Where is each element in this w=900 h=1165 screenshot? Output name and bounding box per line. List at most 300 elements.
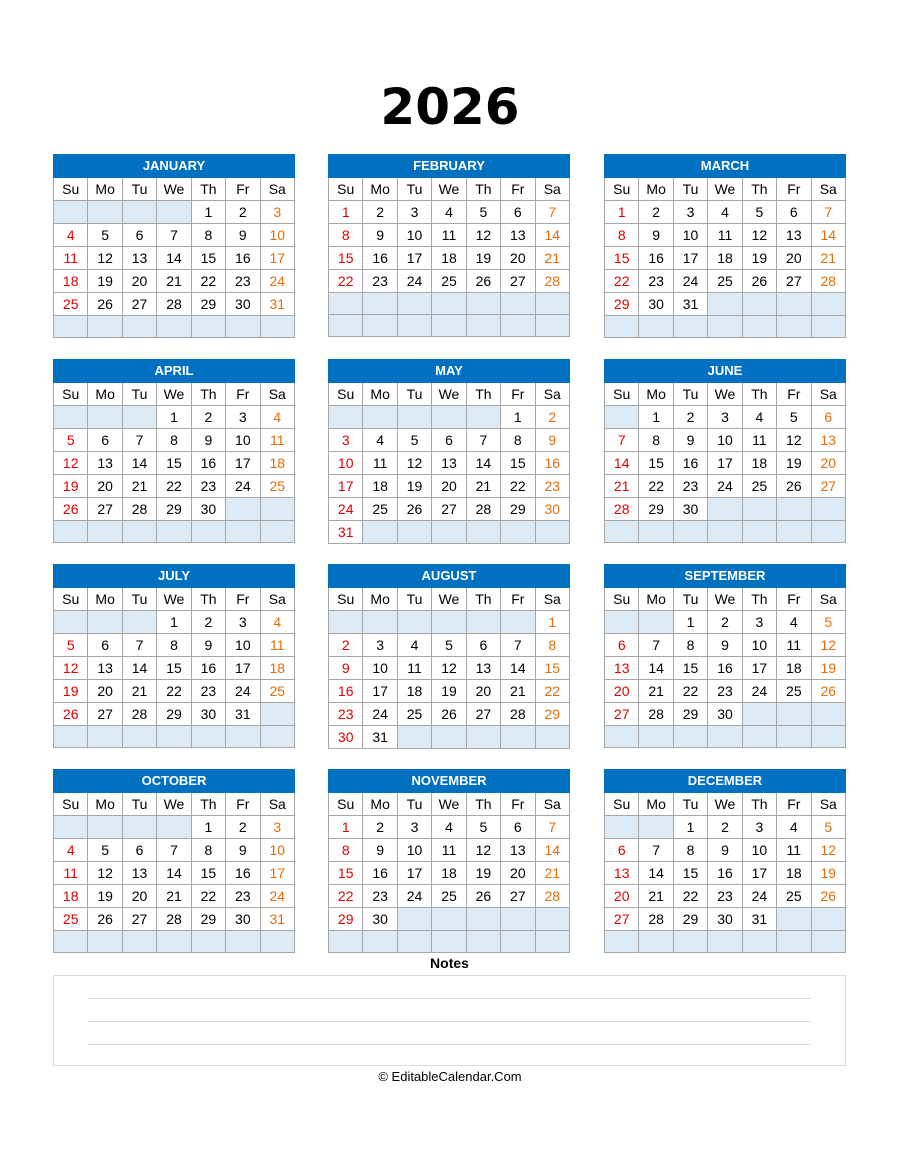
day-cell[interactable]: 19 [432, 680, 466, 703]
day-cell[interactable]: 21 [605, 475, 639, 498]
day-cell[interactable]: 24 [708, 475, 742, 498]
day-cell[interactable]: 24 [673, 270, 707, 293]
day-cell[interactable]: 19 [777, 452, 811, 475]
day-cell[interactable]: 4 [708, 201, 742, 224]
day-cell[interactable]: 23 [708, 680, 742, 703]
day-cell[interactable]: 18 [432, 862, 466, 885]
day-cell[interactable]: 27 [501, 885, 535, 908]
day-cell[interactable]: 10 [708, 429, 742, 452]
day-cell[interactable]: 17 [363, 680, 397, 703]
day-cell[interactable]: 19 [54, 680, 88, 703]
day-cell[interactable]: 16 [363, 862, 397, 885]
day-cell[interactable]: 25 [260, 680, 294, 703]
day-cell[interactable]: 3 [397, 816, 431, 839]
day-cell[interactable]: 29 [673, 908, 707, 931]
day-cell[interactable]: 24 [742, 680, 776, 703]
day-cell[interactable]: 15 [673, 657, 707, 680]
day-cell[interactable]: 21 [639, 680, 673, 703]
day-cell[interactable]: 7 [122, 429, 156, 452]
day-cell[interactable]: 14 [466, 452, 500, 475]
day-cell[interactable]: 2 [708, 611, 742, 634]
day-cell[interactable]: 5 [432, 634, 466, 657]
day-cell[interactable]: 3 [329, 429, 363, 452]
day-cell[interactable]: 8 [673, 839, 707, 862]
day-cell[interactable]: 26 [811, 680, 845, 703]
day-cell[interactable]: 26 [397, 498, 431, 521]
day-cell[interactable]: 25 [777, 680, 811, 703]
day-cell[interactable]: 1 [329, 816, 363, 839]
day-cell[interactable]: 11 [777, 839, 811, 862]
day-cell[interactable]: 1 [605, 201, 639, 224]
day-cell[interactable]: 18 [777, 657, 811, 680]
day-cell[interactable]: 27 [605, 908, 639, 931]
day-cell[interactable]: 9 [673, 429, 707, 452]
day-cell[interactable]: 16 [226, 247, 260, 270]
day-cell[interactable]: 27 [88, 703, 122, 726]
day-cell[interactable]: 26 [88, 293, 122, 316]
day-cell[interactable]: 24 [397, 885, 431, 908]
day-cell[interactable]: 18 [432, 247, 466, 270]
day-cell[interactable]: 25 [260, 475, 294, 498]
day-cell[interactable]: 23 [191, 680, 225, 703]
day-cell[interactable]: 9 [708, 839, 742, 862]
day-cell[interactable]: 2 [708, 816, 742, 839]
day-cell[interactable]: 20 [777, 247, 811, 270]
day-cell[interactable]: 13 [88, 657, 122, 680]
day-cell[interactable]: 30 [708, 703, 742, 726]
day-cell[interactable]: 11 [742, 429, 776, 452]
day-cell[interactable]: 11 [260, 429, 294, 452]
day-cell[interactable]: 13 [122, 247, 156, 270]
day-cell[interactable]: 17 [226, 657, 260, 680]
day-cell[interactable]: 6 [88, 634, 122, 657]
day-cell[interactable]: 9 [639, 224, 673, 247]
day-cell[interactable]: 17 [260, 862, 294, 885]
day-cell[interactable]: 23 [363, 270, 397, 293]
day-cell[interactable]: 10 [673, 224, 707, 247]
day-cell[interactable]: 27 [777, 270, 811, 293]
day-cell[interactable]: 20 [88, 475, 122, 498]
day-cell[interactable]: 10 [329, 452, 363, 475]
day-cell[interactable]: 4 [54, 839, 88, 862]
day-cell[interactable]: 4 [54, 224, 88, 247]
day-cell[interactable]: 30 [226, 908, 260, 931]
day-cell[interactable]: 26 [811, 885, 845, 908]
day-cell[interactable]: 1 [673, 816, 707, 839]
day-cell[interactable]: 10 [363, 657, 397, 680]
day-cell[interactable]: 5 [88, 839, 122, 862]
day-cell[interactable]: 17 [708, 452, 742, 475]
day-cell[interactable]: 27 [605, 703, 639, 726]
day-cell[interactable]: 2 [226, 816, 260, 839]
day-cell[interactable]: 21 [122, 475, 156, 498]
day-cell[interactable]: 20 [501, 247, 535, 270]
day-cell[interactable]: 8 [639, 429, 673, 452]
day-cell[interactable]: 30 [535, 498, 569, 521]
day-cell[interactable]: 21 [122, 680, 156, 703]
day-cell[interactable]: 22 [535, 680, 569, 703]
day-cell[interactable]: 7 [639, 839, 673, 862]
day-cell[interactable]: 3 [226, 406, 260, 429]
day-cell[interactable]: 13 [811, 429, 845, 452]
day-cell[interactable]: 7 [466, 429, 500, 452]
day-cell[interactable]: 28 [639, 908, 673, 931]
day-cell[interactable]: 29 [157, 498, 191, 521]
day-cell[interactable]: 13 [605, 862, 639, 885]
day-cell[interactable]: 4 [260, 611, 294, 634]
day-cell[interactable]: 1 [157, 406, 191, 429]
day-cell[interactable]: 24 [260, 885, 294, 908]
day-cell[interactable]: 14 [605, 452, 639, 475]
day-cell[interactable]: 17 [742, 657, 776, 680]
day-cell[interactable]: 28 [605, 498, 639, 521]
day-cell[interactable]: 17 [397, 862, 431, 885]
day-cell[interactable]: 30 [226, 293, 260, 316]
day-cell[interactable]: 11 [363, 452, 397, 475]
day-cell[interactable]: 12 [397, 452, 431, 475]
day-cell[interactable]: 24 [329, 498, 363, 521]
day-cell[interactable]: 14 [639, 657, 673, 680]
day-cell[interactable]: 4 [432, 201, 466, 224]
day-cell[interactable]: 15 [535, 657, 569, 680]
day-cell[interactable]: 20 [605, 885, 639, 908]
day-cell[interactable]: 14 [535, 839, 569, 862]
day-cell[interactable]: 26 [54, 703, 88, 726]
day-cell[interactable]: 2 [535, 406, 569, 429]
day-cell[interactable]: 10 [226, 634, 260, 657]
day-cell[interactable]: 19 [811, 657, 845, 680]
day-cell[interactable]: 5 [742, 201, 776, 224]
notes-box[interactable] [53, 975, 846, 1066]
day-cell[interactable]: 5 [777, 406, 811, 429]
day-cell[interactable]: 21 [466, 475, 500, 498]
day-cell[interactable]: 6 [605, 839, 639, 862]
day-cell[interactable]: 26 [742, 270, 776, 293]
day-cell[interactable]: 25 [742, 475, 776, 498]
day-cell[interactable]: 26 [54, 498, 88, 521]
day-cell[interactable]: 4 [742, 406, 776, 429]
day-cell[interactable]: 1 [535, 611, 569, 634]
day-cell[interactable]: 13 [88, 452, 122, 475]
day-cell[interactable]: 18 [260, 452, 294, 475]
day-cell[interactable]: 8 [329, 839, 363, 862]
day-cell[interactable]: 14 [501, 657, 535, 680]
day-cell[interactable]: 27 [88, 498, 122, 521]
day-cell[interactable]: 29 [157, 703, 191, 726]
day-cell[interactable]: 28 [535, 885, 569, 908]
day-cell[interactable]: 4 [777, 816, 811, 839]
day-cell[interactable]: 25 [397, 703, 431, 726]
day-cell[interactable]: 29 [329, 908, 363, 931]
day-cell[interactable]: 11 [708, 224, 742, 247]
day-cell[interactable]: 27 [811, 475, 845, 498]
day-cell[interactable]: 29 [673, 703, 707, 726]
day-cell[interactable]: 22 [501, 475, 535, 498]
day-cell[interactable]: 22 [191, 270, 225, 293]
day-cell[interactable]: 4 [260, 406, 294, 429]
day-cell[interactable]: 22 [157, 475, 191, 498]
day-cell[interactable]: 28 [122, 703, 156, 726]
day-cell[interactable]: 10 [742, 839, 776, 862]
day-cell[interactable]: 7 [122, 634, 156, 657]
day-cell[interactable]: 19 [88, 270, 122, 293]
day-cell[interactable]: 17 [260, 247, 294, 270]
day-cell[interactable]: 12 [54, 452, 88, 475]
day-cell[interactable]: 17 [329, 475, 363, 498]
day-cell[interactable]: 10 [226, 429, 260, 452]
day-cell[interactable]: 28 [122, 498, 156, 521]
day-cell[interactable]: 26 [466, 885, 500, 908]
day-cell[interactable]: 3 [742, 816, 776, 839]
day-cell[interactable]: 3 [708, 406, 742, 429]
day-cell[interactable]: 12 [466, 224, 500, 247]
day-cell[interactable]: 2 [363, 201, 397, 224]
day-cell[interactable]: 16 [191, 657, 225, 680]
day-cell[interactable]: 3 [397, 201, 431, 224]
day-cell[interactable]: 25 [54, 293, 88, 316]
day-cell[interactable]: 18 [363, 475, 397, 498]
day-cell[interactable]: 19 [466, 247, 500, 270]
day-cell[interactable]: 29 [535, 703, 569, 726]
day-cell[interactable]: 9 [708, 634, 742, 657]
day-cell[interactable]: 12 [811, 839, 845, 862]
day-cell[interactable]: 29 [639, 498, 673, 521]
day-cell[interactable]: 20 [466, 680, 500, 703]
day-cell[interactable]: 1 [191, 201, 225, 224]
day-cell[interactable]: 22 [191, 885, 225, 908]
day-cell[interactable]: 23 [363, 885, 397, 908]
day-cell[interactable]: 6 [777, 201, 811, 224]
day-cell[interactable]: 30 [673, 498, 707, 521]
day-cell[interactable]: 21 [501, 680, 535, 703]
day-cell[interactable]: 2 [363, 816, 397, 839]
day-cell[interactable]: 16 [639, 247, 673, 270]
day-cell[interactable]: 21 [157, 885, 191, 908]
day-cell[interactable]: 13 [501, 224, 535, 247]
day-cell[interactable]: 11 [54, 247, 88, 270]
day-cell[interactable]: 16 [363, 247, 397, 270]
day-cell[interactable]: 9 [226, 839, 260, 862]
day-cell[interactable]: 12 [432, 657, 466, 680]
day-cell[interactable]: 4 [432, 816, 466, 839]
day-cell[interactable]: 8 [157, 634, 191, 657]
day-cell[interactable]: 9 [191, 634, 225, 657]
day-cell[interactable]: 27 [432, 498, 466, 521]
day-cell[interactable]: 15 [329, 247, 363, 270]
day-cell[interactable]: 13 [605, 657, 639, 680]
day-cell[interactable]: 30 [329, 726, 363, 749]
day-cell[interactable]: 11 [397, 657, 431, 680]
day-cell[interactable]: 2 [191, 406, 225, 429]
day-cell[interactable]: 26 [432, 703, 466, 726]
day-cell[interactable]: 3 [673, 201, 707, 224]
day-cell[interactable]: 23 [191, 475, 225, 498]
day-cell[interactable]: 24 [363, 703, 397, 726]
day-cell[interactable]: 29 [191, 908, 225, 931]
day-cell[interactable]: 15 [157, 657, 191, 680]
day-cell[interactable]: 3 [226, 611, 260, 634]
day-cell[interactable]: 6 [122, 839, 156, 862]
day-cell[interactable]: 17 [742, 862, 776, 885]
day-cell[interactable]: 30 [639, 293, 673, 316]
day-cell[interactable]: 15 [157, 452, 191, 475]
day-cell[interactable]: 9 [226, 224, 260, 247]
day-cell[interactable]: 16 [708, 657, 742, 680]
day-cell[interactable]: 23 [639, 270, 673, 293]
day-cell[interactable]: 6 [466, 634, 500, 657]
day-cell[interactable]: 12 [811, 634, 845, 657]
day-cell[interactable]: 26 [88, 908, 122, 931]
day-cell[interactable]: 8 [157, 429, 191, 452]
day-cell[interactable]: 15 [605, 247, 639, 270]
day-cell[interactable]: 12 [777, 429, 811, 452]
day-cell[interactable]: 24 [397, 270, 431, 293]
day-cell[interactable]: 25 [432, 270, 466, 293]
day-cell[interactable]: 9 [363, 224, 397, 247]
day-cell[interactable]: 14 [811, 224, 845, 247]
day-cell[interactable]: 23 [226, 270, 260, 293]
day-cell[interactable]: 8 [329, 224, 363, 247]
day-cell[interactable]: 20 [122, 270, 156, 293]
day-cell[interactable]: 8 [535, 634, 569, 657]
day-cell[interactable]: 14 [157, 247, 191, 270]
day-cell[interactable]: 28 [811, 270, 845, 293]
day-cell[interactable]: 27 [466, 703, 500, 726]
day-cell[interactable]: 15 [501, 452, 535, 475]
day-cell[interactable]: 7 [157, 839, 191, 862]
day-cell[interactable]: 7 [535, 816, 569, 839]
day-cell[interactable]: 15 [639, 452, 673, 475]
day-cell[interactable]: 16 [329, 680, 363, 703]
day-cell[interactable]: 17 [226, 452, 260, 475]
day-cell[interactable]: 12 [88, 862, 122, 885]
day-cell[interactable]: 14 [639, 862, 673, 885]
day-cell[interactable]: 3 [742, 611, 776, 634]
day-cell[interactable]: 12 [742, 224, 776, 247]
day-cell[interactable]: 18 [54, 885, 88, 908]
day-cell[interactable]: 10 [397, 839, 431, 862]
day-cell[interactable]: 25 [777, 885, 811, 908]
day-cell[interactable]: 1 [329, 201, 363, 224]
day-cell[interactable]: 5 [466, 201, 500, 224]
day-cell[interactable]: 9 [329, 657, 363, 680]
day-cell[interactable]: 15 [191, 862, 225, 885]
day-cell[interactable]: 10 [260, 224, 294, 247]
day-cell[interactable]: 4 [363, 429, 397, 452]
day-cell[interactable]: 7 [811, 201, 845, 224]
day-cell[interactable]: 13 [501, 839, 535, 862]
day-cell[interactable]: 15 [329, 862, 363, 885]
day-cell[interactable]: 1 [157, 611, 191, 634]
day-cell[interactable]: 20 [811, 452, 845, 475]
day-cell[interactable]: 1 [639, 406, 673, 429]
day-cell[interactable]: 6 [811, 406, 845, 429]
day-cell[interactable]: 9 [535, 429, 569, 452]
day-cell[interactable]: 18 [708, 247, 742, 270]
day-cell[interactable]: 15 [673, 862, 707, 885]
day-cell[interactable]: 25 [432, 885, 466, 908]
day-cell[interactable]: 20 [88, 680, 122, 703]
day-cell[interactable]: 24 [226, 475, 260, 498]
day-cell[interactable]: 24 [260, 270, 294, 293]
day-cell[interactable]: 2 [226, 201, 260, 224]
day-cell[interactable]: 22 [157, 680, 191, 703]
day-cell[interactable]: 1 [673, 611, 707, 634]
day-cell[interactable]: 26 [777, 475, 811, 498]
day-cell[interactable]: 6 [605, 634, 639, 657]
day-cell[interactable]: 21 [157, 270, 191, 293]
day-cell[interactable]: 5 [54, 429, 88, 452]
day-cell[interactable]: 22 [329, 885, 363, 908]
day-cell[interactable]: 27 [122, 908, 156, 931]
day-cell[interactable]: 20 [432, 475, 466, 498]
day-cell[interactable]: 11 [432, 839, 466, 862]
day-cell[interactable]: 27 [501, 270, 535, 293]
day-cell[interactable]: 13 [466, 657, 500, 680]
day-cell[interactable]: 29 [605, 293, 639, 316]
day-cell[interactable]: 20 [501, 862, 535, 885]
day-cell[interactable]: 26 [466, 270, 500, 293]
day-cell[interactable]: 22 [673, 885, 707, 908]
day-cell[interactable]: 16 [535, 452, 569, 475]
day-cell[interactable]: 7 [605, 429, 639, 452]
day-cell[interactable]: 15 [191, 247, 225, 270]
day-cell[interactable]: 28 [466, 498, 500, 521]
day-cell[interactable]: 7 [639, 634, 673, 657]
day-cell[interactable]: 31 [226, 703, 260, 726]
day-cell[interactable]: 21 [811, 247, 845, 270]
day-cell[interactable]: 16 [673, 452, 707, 475]
day-cell[interactable]: 10 [742, 634, 776, 657]
day-cell[interactable]: 28 [639, 703, 673, 726]
day-cell[interactable]: 23 [329, 703, 363, 726]
day-cell[interactable]: 5 [54, 634, 88, 657]
day-cell[interactable]: 7 [157, 224, 191, 247]
day-cell[interactable]: 31 [363, 726, 397, 749]
day-cell[interactable]: 8 [605, 224, 639, 247]
day-cell[interactable]: 8 [191, 839, 225, 862]
day-cell[interactable]: 24 [226, 680, 260, 703]
day-cell[interactable]: 9 [363, 839, 397, 862]
day-cell[interactable]: 6 [88, 429, 122, 452]
day-cell[interactable]: 6 [501, 201, 535, 224]
day-cell[interactable]: 30 [191, 703, 225, 726]
day-cell[interactable]: 19 [811, 862, 845, 885]
day-cell[interactable]: 17 [673, 247, 707, 270]
day-cell[interactable]: 16 [226, 862, 260, 885]
day-cell[interactable]: 19 [466, 862, 500, 885]
day-cell[interactable]: 20 [122, 885, 156, 908]
day-cell[interactable]: 11 [432, 224, 466, 247]
day-cell[interactable]: 12 [88, 247, 122, 270]
day-cell[interactable]: 31 [742, 908, 776, 931]
day-cell[interactable]: 5 [397, 429, 431, 452]
day-cell[interactable]: 11 [54, 862, 88, 885]
day-cell[interactable]: 9 [191, 429, 225, 452]
day-cell[interactable]: 31 [260, 293, 294, 316]
day-cell[interactable]: 28 [157, 293, 191, 316]
day-cell[interactable]: 31 [673, 293, 707, 316]
day-cell[interactable]: 22 [639, 475, 673, 498]
day-cell[interactable]: 3 [260, 201, 294, 224]
day-cell[interactable]: 14 [535, 224, 569, 247]
day-cell[interactable]: 24 [742, 885, 776, 908]
day-cell[interactable]: 5 [466, 816, 500, 839]
day-cell[interactable]: 1 [501, 406, 535, 429]
day-cell[interactable]: 19 [88, 885, 122, 908]
day-cell[interactable]: 14 [122, 657, 156, 680]
day-cell[interactable]: 3 [260, 816, 294, 839]
